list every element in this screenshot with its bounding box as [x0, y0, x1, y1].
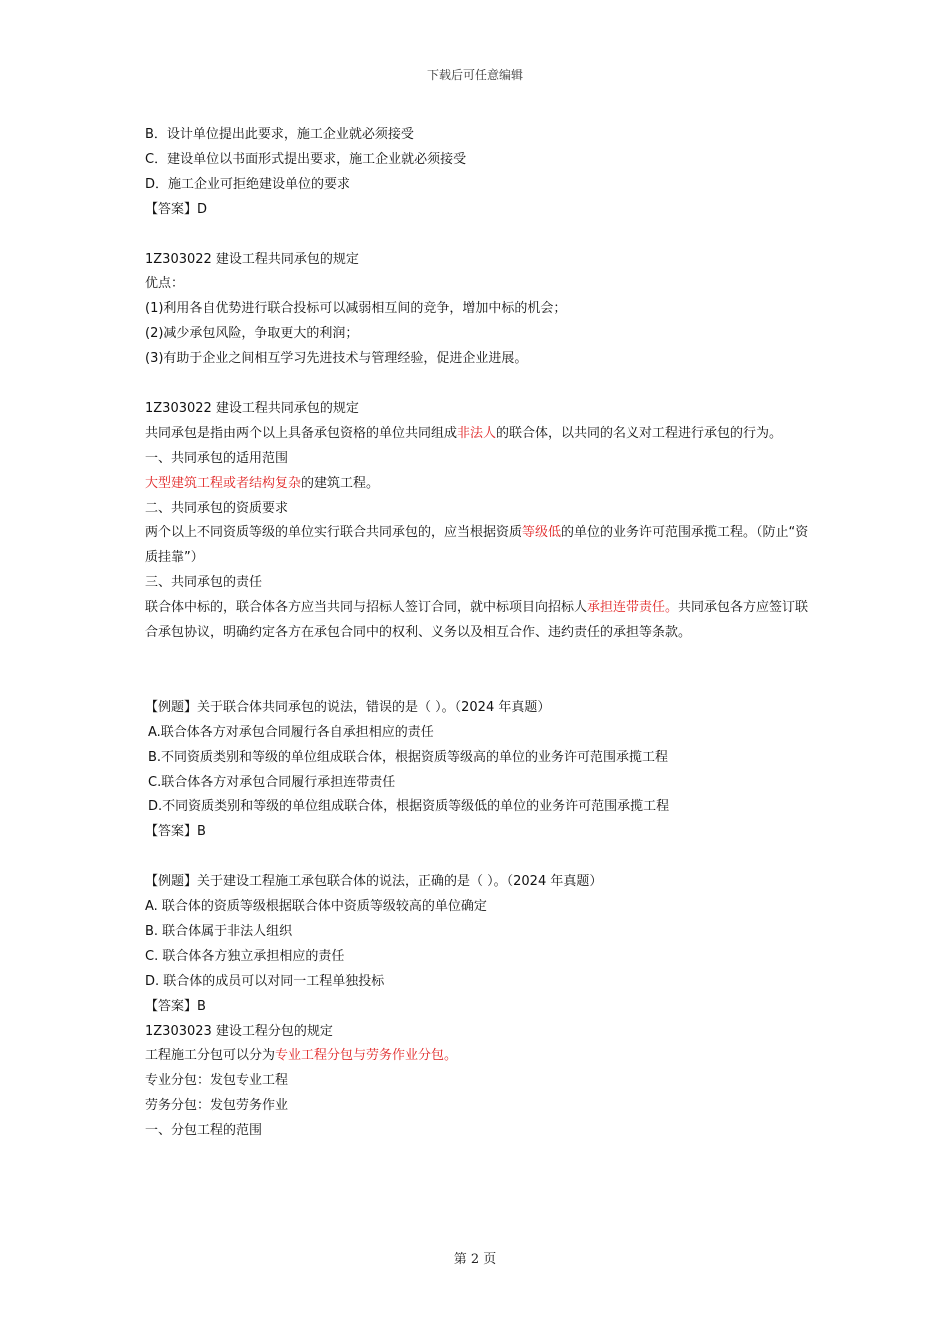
spacer — [145, 372, 817, 397]
qualification-text-end: 的单位的业务许可范围承揽工程。（防止“资质挂靠”） — [145, 525, 809, 566]
heading-subcontract-scope: 一、分包工程的范围 — [145, 1123, 263, 1139]
professional-subcontract: 专业分包：发包专业工程 — [145, 1073, 289, 1089]
document-body — [145, 123, 817, 1144]
definition-text-end: 的联合体，以共同的名义对工程进行承包的行为。 — [496, 425, 783, 441]
responsibility-text-end: 共同承包各方应签订联合承包协议，明确约定各方在承包合同中的权利、义务以及相互合作、违约责任的承担等条款。 — [145, 600, 809, 641]
option-c: C．建设单位以书面形式提出要求，施工企业就必须接受 — [145, 151, 467, 167]
page-header: 下载后可任意编辑 — [426, 68, 523, 82]
qualification-text: 两个以上不同资质等级的单位实行联合共同承包的，应当根据资质 — [145, 525, 523, 541]
section-title: 1Z303023 建设工程分包的规定 — [145, 1023, 333, 1039]
subcontract-types — [145, 1044, 817, 1069]
highlight-lower-grade: 等级低 — [522, 525, 562, 541]
definition-text: 共同承包是指由两个以上具备承包资格的单位共同组成 — [145, 425, 458, 441]
example-option-c: C. 联合体各方独立承担相应的责任 — [145, 948, 345, 964]
advantages-label: 优点： — [145, 276, 185, 292]
heading-qualification: 二、共同承包的资质要求 — [145, 500, 289, 516]
example-option-b: B.不同资质类别和等级的单位组成联合体，根据资质等级高的单位的业务许可范围承揽工程 — [148, 749, 669, 765]
qualification-paragraph — [145, 521, 817, 571]
page-number: 第 2 页 — [453, 1252, 497, 1267]
example-option-c: C.联合体各方对承包合同履行承担连带责任 — [148, 774, 396, 790]
section-title: 1Z303022 建设工程共同承包的规定 — [145, 251, 359, 267]
responsibility-paragraph — [145, 596, 817, 646]
highlight-subcontract-types: 专业工程分包与劳务作业分包。 — [275, 1048, 458, 1064]
advantage-1: (1)利用各自优势进行联合投标可以减弱相互间的竞争，增加中标的机会； — [145, 301, 567, 317]
highlight-joint-liability: 承担连带责任。 — [587, 600, 679, 616]
highlight-scope: 大型建筑工程或者结构复杂 — [145, 475, 302, 491]
advantage-2: (2)减少承包风险，争取更大的利润； — [145, 326, 359, 342]
heading-scope: 一、共同承包的适用范围 — [145, 450, 289, 466]
option-d: D．施工企业可拒绝建设单位的要求 — [145, 176, 351, 192]
spacer — [145, 223, 817, 248]
spacer — [145, 845, 817, 870]
option-b: B．设计单位提出此要求，施工企业就必须接受 — [145, 127, 414, 142]
heading-responsibility: 三、共同承包的责任 — [145, 575, 263, 591]
answer: 【答案】D — [145, 201, 208, 217]
section-title: 1Z303022 建设工程共同承包的规定 — [145, 400, 359, 416]
example-option-d: D.不同资质类别和等级的单位组成联合体，根据资质等级低的单位的业务许可范围承揽工程 — [148, 799, 670, 815]
responsibility-text: 联合体中标的，联合体各方应当共同与招标人签订合同，就中标项目向招标人 — [145, 600, 588, 616]
subcontract-text: 工程施工分包可以分为 — [145, 1048, 276, 1064]
example-question: 【例题】关于联合体共同承包的说法，错误的是（ ）。（2024 年真题） — [145, 699, 551, 715]
example-option-a: A.联合体各方对承包合同履行各自承担相应的责任 — [148, 724, 434, 740]
example-option-b: B. 联合体属于非法人组织 — [145, 923, 293, 939]
example-option-a: A. 联合体的资质等级根据联合体中资质等级较高的单位确定 — [145, 899, 487, 915]
advantage-3: (3)有助于企业之间相互学习先进技术与管理经验，促进企业进展。 — [145, 351, 528, 367]
highlight-non-legal-person: 非法人 — [457, 425, 497, 441]
example-option-d: D. 联合体的成员可以对同一工程单独投标 — [145, 973, 385, 989]
example-answer: 【答案】B — [145, 824, 206, 840]
scope-paragraph — [145, 472, 817, 497]
example-question: 【例题】关于建设工程施工承包联合体的说法，正确的是（ ）。（2024 年真题） — [145, 874, 603, 890]
spacer — [145, 646, 817, 696]
definition-paragraph — [145, 422, 817, 447]
labor-subcontract: 劳务分包：发包劳务作业 — [145, 1098, 289, 1114]
scope-text: 的建筑工程。 — [301, 475, 380, 491]
example-answer: 【答案】B — [145, 998, 206, 1014]
